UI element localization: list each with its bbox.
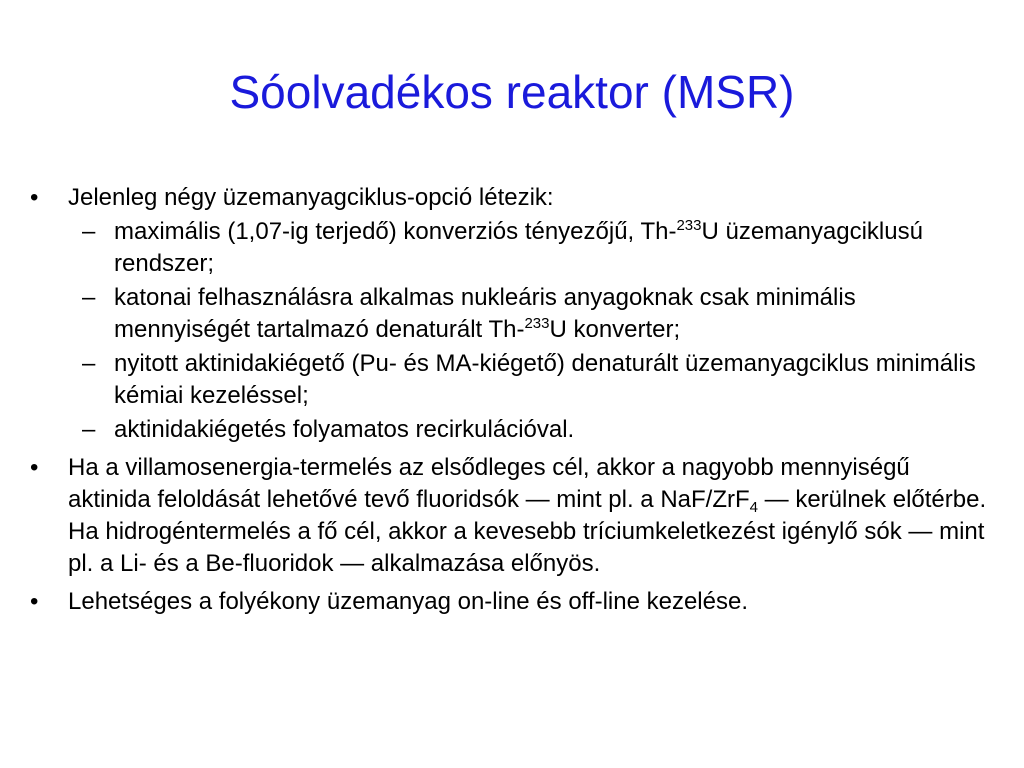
- isotope-superscript: 233: [524, 315, 550, 332]
- sub-item-text: aktinidakiégetés folyamatos recirkulációval.: [114, 416, 575, 443]
- sub-item-recirculation: [30, 414, 990, 446]
- slide-title: Sóolvadékos reaktor (MSR): [229, 66, 795, 118]
- dash-marker: –: [82, 218, 96, 245]
- sub-item-text-cont: U konverter;: [549, 316, 681, 343]
- bullet-text-cont: — kerülnek előtérbe. Ha hidrogéntermelés a fő cél, akkor a kevesebb tríciumkeletkezést igénylő sók — mint pl. a Li- és a Be-fluoridok — alkalmazása előnyös.: [68, 486, 987, 577]
- slide-body: [30, 182, 990, 618]
- sub-item-text-cont: U üzemanyagciklusú rendszer;: [114, 218, 923, 277]
- bullet-fluoride-salts: [30, 452, 990, 580]
- bullet-marker: •: [30, 184, 39, 211]
- dash-marker: –: [82, 416, 96, 443]
- dash-marker: –: [82, 284, 96, 311]
- bullet-marker: •: [30, 588, 39, 615]
- bullet-fuel-cycle-options: [30, 182, 990, 214]
- sub-item-text: katonai felhasználásra alkalmas nukleáris anyagoknak csak minimális mennyiségét tartalmazó denaturált Th-: [114, 284, 856, 343]
- bullet-marker: •: [30, 454, 39, 481]
- sub-item-text: nyitott aktinidakiégető (Pu- és MA-kiégető) denaturált üzemanyagciklus minimális kémiai kezeléssel;: [114, 350, 976, 409]
- bullet-text: Lehetséges a folyékony üzemanyag on-line és off-line kezelése.: [68, 588, 748, 615]
- sub-item-denatured-converter: [30, 282, 990, 346]
- sub-item-text: maximális (1,07-ig terjedő) konverziós tényezőjű, Th-: [114, 218, 677, 245]
- formula-subscript: 4: [749, 499, 758, 516]
- bullet-text: Jelenleg négy üzemanyagciklus-opció létezik:: [68, 184, 554, 211]
- bullet-text: Ha a villamosenergia-termelés az elsődleges cél, akkor a nagyobb mennyiségű aktinida feloldását lehetővé tevő fluoridsók — mint pl. a NaF/ZrF: [68, 454, 910, 513]
- sub-item-actinide-burner: [30, 348, 990, 412]
- dash-marker: –: [82, 350, 96, 377]
- isotope-superscript: 233: [676, 217, 702, 234]
- bullet-online-processing: [30, 586, 990, 618]
- sub-item-max-conversion: [30, 216, 990, 280]
